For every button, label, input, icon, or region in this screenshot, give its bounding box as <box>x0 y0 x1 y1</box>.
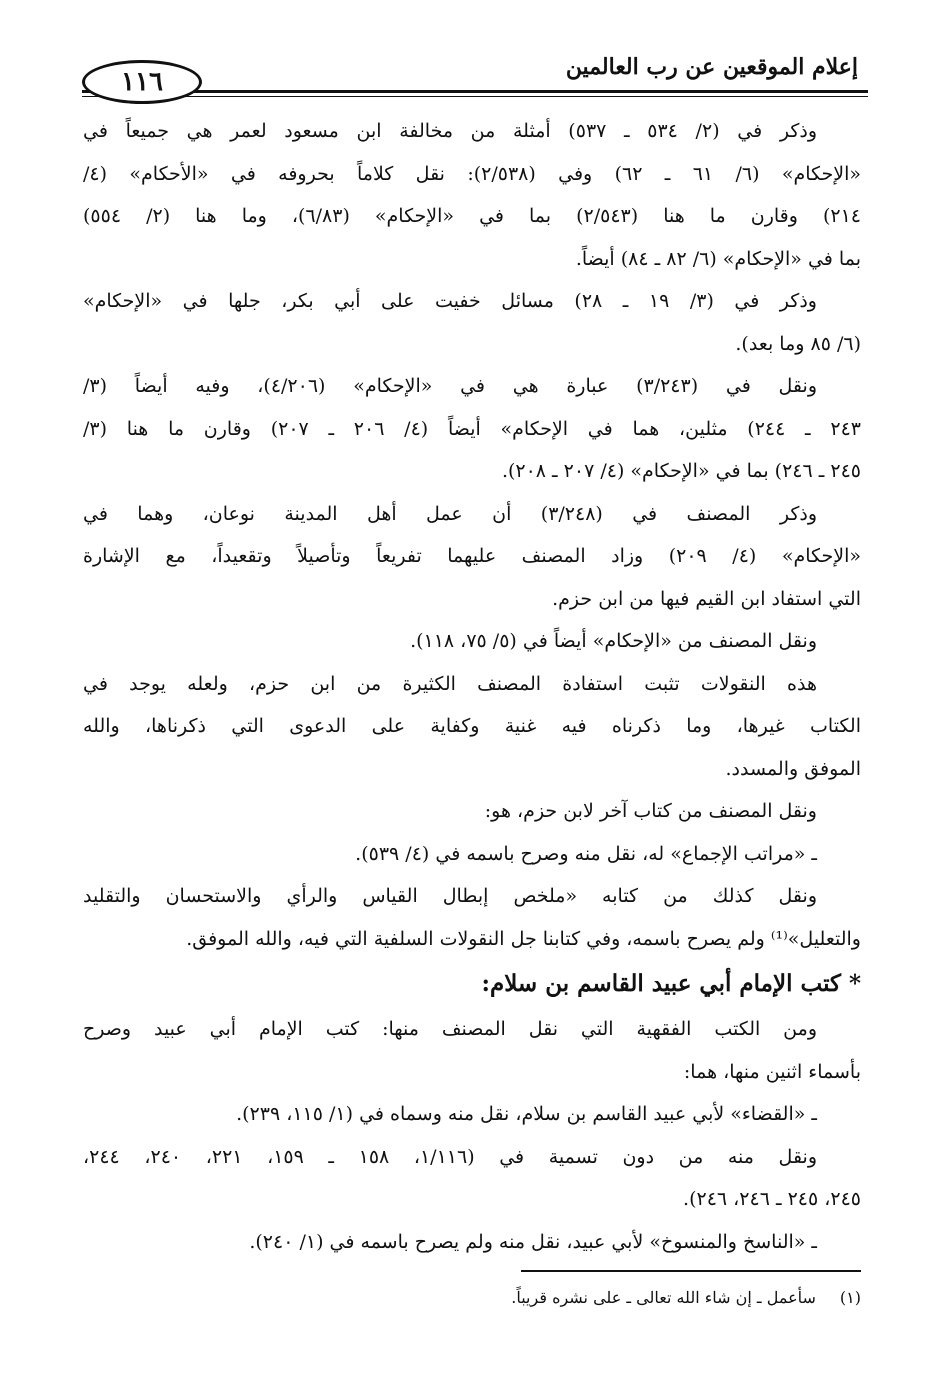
text-line: ونقل كذلك من كتابه «ملخص إبطال القياس والرأي والاستحسان والتقليد <box>83 885 817 907</box>
text-line: ـ «الناسخ والمنسوخ» لأبي عبيد، نقل منه ولم يصرح باسمه في (١/ ٢٤٠). <box>249 1230 817 1253</box>
footnote-number: (١) <box>839 1288 861 1307</box>
text-line: وذكر المصنف في (٣/٢٤٨) أن عمل أهل المدينة نوعان، وهما في <box>83 502 818 525</box>
text-line: ونقل منه من دون تسمية في (١/١١٦، ١٥٨ ـ ١٥٩، ٢٢١، ٢٤٠، ٢٤٤، <box>83 1145 818 1168</box>
text-line: (٦/ ٨٥ وما بعد). <box>735 332 861 355</box>
footnote-separator <box>521 1270 861 1272</box>
running-title: إعلام الموقعين عن رب العالمين <box>565 54 858 80</box>
text-line: «الإحكام» (٤/ ٢٠٩) وزاد المصنف عليهما تفريعاً وتأصيلاً وتقعيداً، مع الإشارة <box>83 545 861 567</box>
text-line: ـ «القضاء» لأبي عبيد القاسم بن سلام، نقل منه وسماه في (١/ ١١٥، ٢٣٩). <box>236 1103 817 1125</box>
page-header <box>82 46 868 102</box>
text-line: ٢١٤) وقارن ما هنا (٢/٥٤٣) بما في «الإحكام» (٦/٨٣)، وما هنا (٢/ ٥٥٤) <box>83 205 861 227</box>
text-line: ونقل في (٣/٢٤٣) عبارة هي في «الإحكام» (٤/٢٠٦)، وفيه أيضاً (٣/ <box>83 375 817 397</box>
text-line: الكتاب غيرها، وما ذكرناه فيه غنية وكفاية على الدعوى التي ذكرناها، والله <box>83 715 861 737</box>
text-line: «الإحكام» (٦/ ٦١ ـ ٦٢) وفي (٢/٥٣٨): نقل كلاماً بحروفه في «الأحكام» (٤/ <box>83 162 861 185</box>
text-line: ومن الكتب الفقهية التي نقل المصنف منها: كتب الإمام أبي عبيد وصرح <box>83 1018 817 1040</box>
text-line: بما في «الإحكام» (٦/ ٨٢ ـ ٨٤) أيضاً. <box>575 247 861 270</box>
text-line: ٢٤٣ ـ ٢٤٤) مثلين، هما في الإحكام» أيضاً (٤/ ٢٠٦ ـ ٢٠٧) وقارن ما هنا (٣/ <box>83 417 861 440</box>
header-rule <box>82 90 868 93</box>
header-rule-thin <box>82 96 868 97</box>
body-text <box>83 110 861 1263</box>
text-line: الموفق والمسدد. <box>725 757 861 780</box>
footnote-text: سأعمل ـ إن شاء الله تعالى ـ على نشره قريباً. <box>511 1288 816 1307</box>
text-line: بأسماء اثنين منها، هما: <box>683 1060 861 1083</box>
page-number: ١١٦ <box>82 60 202 104</box>
text-line: ونقل المصنف من كتاب آخر لابن حزم، هو: <box>484 800 817 822</box>
text-line: ٢٤٥، ٢٤٥ ـ ٢٤٦، ٢٤٦). <box>683 1188 861 1210</box>
text-line: التي استفاد ابن القيم فيها من ابن حزم. <box>552 587 861 610</box>
text-line: ٢٤٥ ـ ٢٤٦) بما في «الإحكام» (٤/ ٢٠٧ ـ ٢٠٨). <box>501 460 861 482</box>
text-line: وذكر في (٢/ ٥٣٤ ـ ٥٣٧) أمثلة من مخالفة ابن مسعود لعمر هي جميعاً في <box>83 120 818 142</box>
section-heading: * كتب الإمام أبي عبيد القاسم بن سلام: <box>481 970 861 997</box>
text-line: هذه النقولات تثبت استفادة المصنف الكثيرة من ابن حزم، ولعله يوجد في <box>83 672 817 695</box>
footnote <box>83 1288 861 1307</box>
text-line: ـ «مراتب الإجماع» له، نقل منه وصرح باسمه في (٤/ ٥٣٩). <box>355 842 817 865</box>
text-line: والتعليل»⁽¹⁾ ولم يصرح باسمه، وفي كتابنا جل النقولات السلفية التي فيه، والله الموفق. <box>186 927 861 950</box>
text-line: وذكر في (٣/ ١٩ ـ ٢٨) مسائل خفيت على أبي بكر، جلها في «الإحكام» <box>83 290 817 312</box>
text-line: ونقل المصنف من «الإحكام» أيضاً في (٥/ ٧٥، ١١٨). <box>410 630 817 652</box>
